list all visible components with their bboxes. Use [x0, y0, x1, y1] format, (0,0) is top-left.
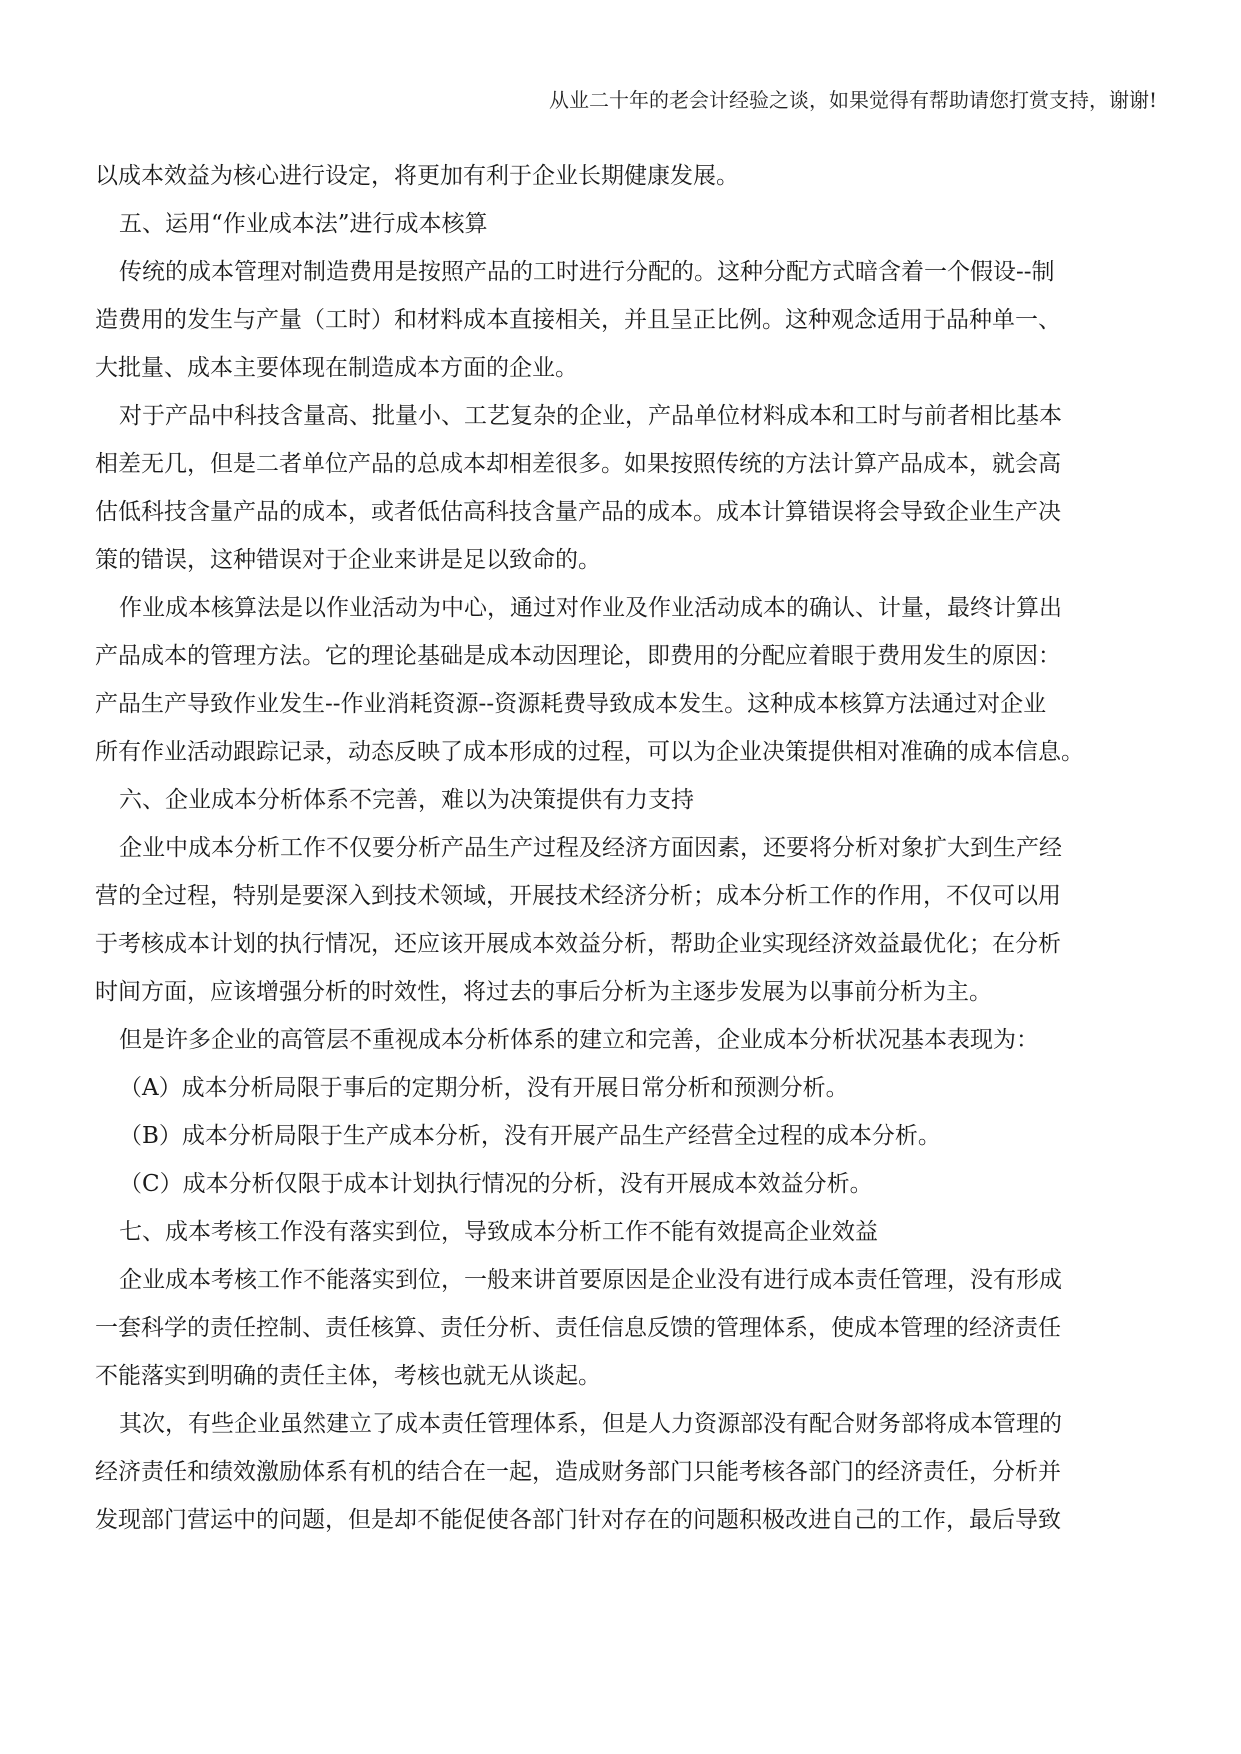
text-line: 企业成本考核工作不能落实到位，一般来讲首要原因是企业没有进行成本责任管理，没有形成: [119, 1267, 1062, 1293]
text-line: 发现部门营运中的问题，但是却不能促使各部门针对存在的问题积极改进自己的工作，最后导致: [95, 1507, 1061, 1533]
text-line: 其次，有些企业虽然建立了成本责任管理体系，但是人力资源部没有配合财务部将成本管理的: [119, 1411, 1062, 1437]
text-line: 产品成本的管理方法。它的理论基础是成本动因理论，即费用的分配应着眼于费用发生的原因：: [95, 643, 1061, 669]
text-line: 时间方面，应该增强分析的时效性，将过去的事后分析为主逐步发展为以事前分析为主。: [95, 979, 992, 1005]
text-line: （A）成本分析局限于事后的定期分析，没有开展日常分析和预测分析。: [119, 1075, 849, 1101]
text-line: 传统的成本管理对制造费用是按照产品的工时进行分配的。这种分配方式暗含着一个假设--制: [119, 259, 1055, 285]
text-line: 所有作业活动跟踪记录，动态反映了成本形成的过程，可以为企业决策提供相对准确的成本信息。: [95, 739, 1084, 765]
text-line: （C）成本分析仅限于成本计划执行情况的分析，没有开展成本效益分析。: [119, 1171, 873, 1197]
text-line: 相差无几，但是二者单位产品的总成本却相差很多。如果按照传统的方法计算产品成本，就会高: [95, 451, 1061, 477]
text-line: 不能落实到明确的责任主体，考核也就无从谈起。: [95, 1363, 601, 1389]
text-line: （B）成本分析局限于生产成本分析，没有开展产品生产经营全过程的成本分析。: [119, 1123, 941, 1149]
text-line: 估低科技含量产品的成本，或者低估高科技含量产品的成本。成本计算错误将会导致企业生产决: [95, 499, 1061, 525]
text-line: 五、运用“作业成本法”进行成本核算: [119, 211, 488, 237]
text-line: 对于产品中科技含量高、批量小、工艺复杂的企业，产品单位材料成本和工时与前者相比基本: [119, 403, 1062, 429]
text-line: 一套科学的责任控制、责任核算、责任分析、责任信息反馈的管理体系，使成本管理的经济责任: [95, 1315, 1061, 1341]
text-line: 六、企业成本分析体系不完善，难以为决策提供有力支持: [119, 787, 694, 813]
document-body: [95, 152, 1147, 1544]
text-line: 作业成本核算法是以作业活动为中心，通过对作业及作业活动成本的确认、计量，最终计算出: [119, 595, 1062, 621]
text-line: 大批量、成本主要体现在制造成本方面的企业。: [95, 355, 578, 381]
text-line: 经济责任和绩效激励体系有机的结合在一起，造成财务部门只能考核各部门的经济责任，分析并: [95, 1459, 1061, 1485]
text-line: 七、成本考核工作没有落实到位，导致成本分析工作不能有效提高企业效益: [119, 1219, 878, 1245]
text-line: 产品生产导致作业发生--作业消耗资源--资源耗费导致成本发生。这种成本核算方法通过对企业: [95, 691, 1047, 717]
text-line: 营的全过程，特别是要深入到技术领域，开展技术经济分析；成本分析工作的作用，不仅可以用: [95, 883, 1061, 909]
text-line: 策的错误，这种错误对于企业来讲是足以致命的。: [95, 547, 601, 573]
text-line: 以成本效益为核心进行设定，将更加有利于企业长期健康发展。: [95, 163, 739, 189]
text-line: 造费用的发生与产量（工时）和材料成本直接相关，并且呈正比例。这种观念适用于品种单一、: [95, 307, 1061, 333]
text-line: 企业中成本分析工作不仅要分析产品生产过程及经济方面因素，还要将分析对象扩大到生产经: [119, 835, 1062, 861]
text-line: 于考核成本计划的执行情况，还应该开展成本效益分析，帮助企业实现经济效益最优化；在分析: [95, 931, 1061, 957]
text-line: 但是许多企业的高管层不重视成本分析体系的建立和完善，企业成本分析状况基本表现为：: [119, 1027, 1039, 1053]
header-note: 从业二十年的老会计经验之谈，如果觉得有帮助请您打赏支持，谢谢!: [548, 88, 1157, 112]
